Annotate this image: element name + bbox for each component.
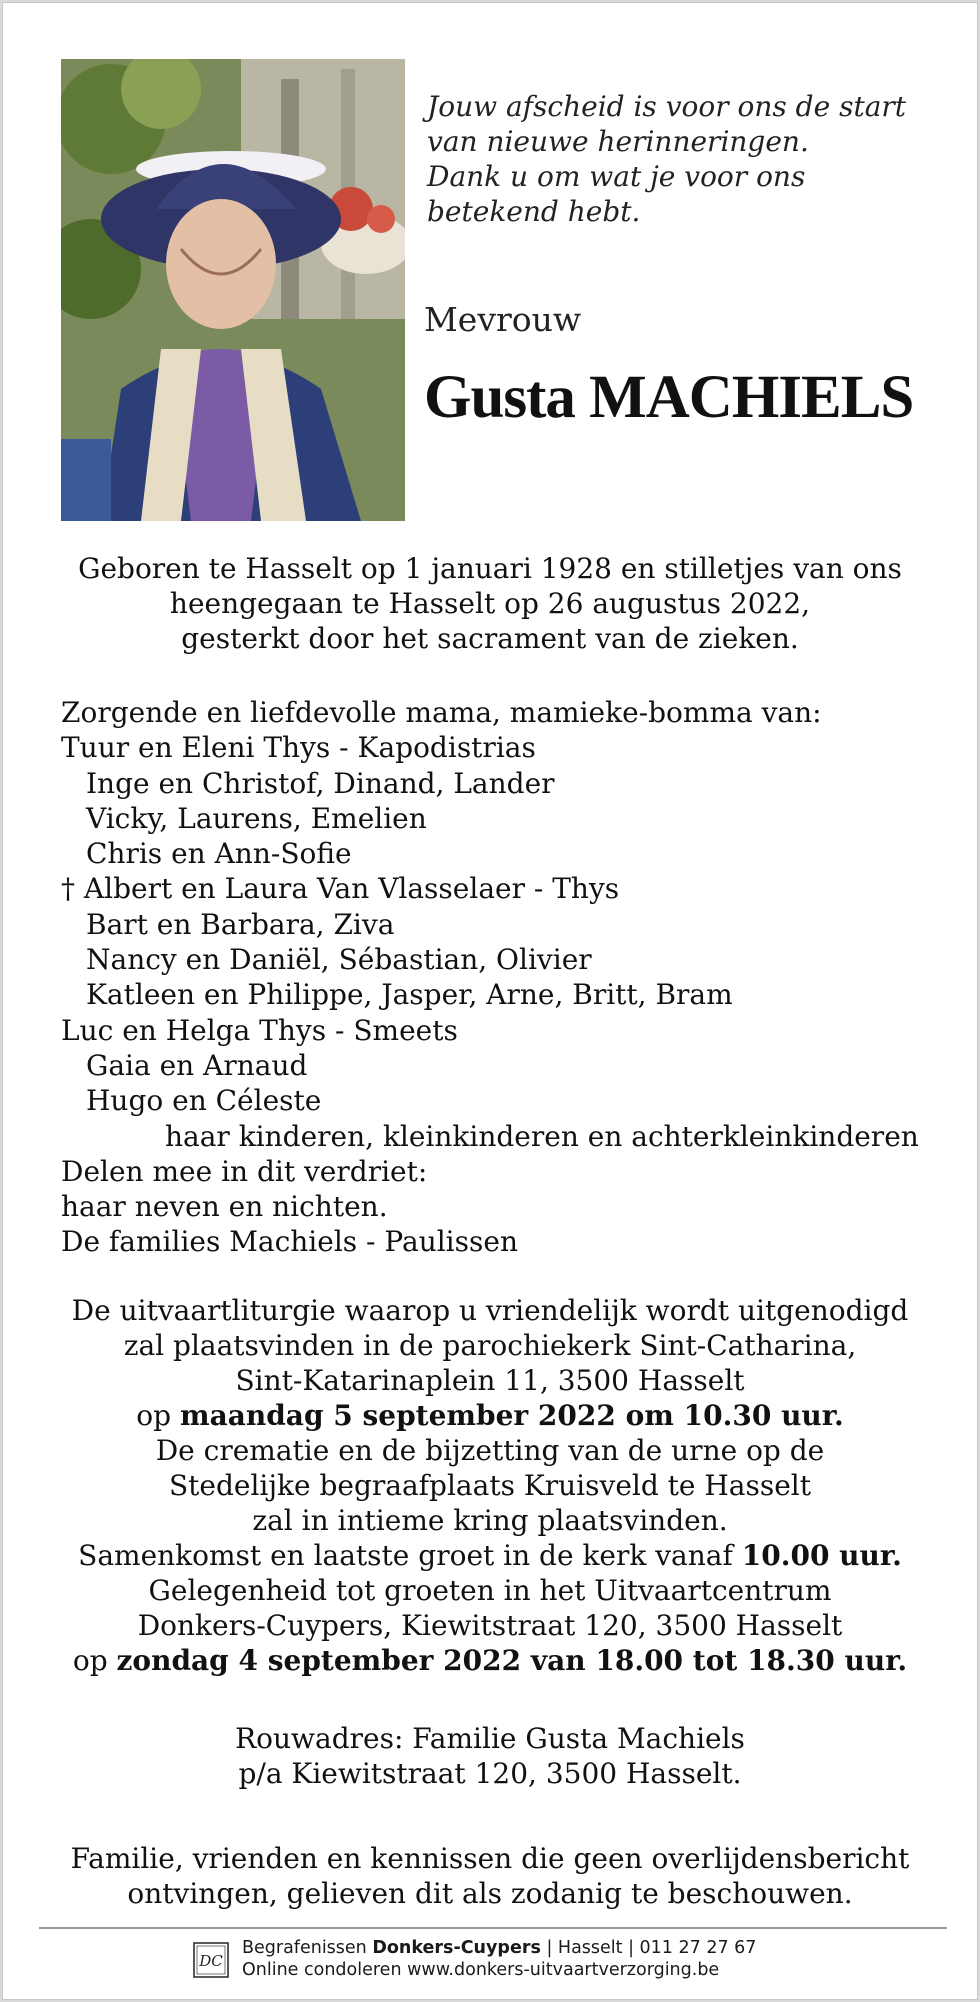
relatives-line: haar neven en nichten. <box>61 1190 388 1224</box>
funeral-line: De crematie en de bijzetting van de urne op de <box>155 1434 825 1467</box>
footer-prefix: Begrafenissen <box>242 1938 367 1958</box>
visitation-prefix: op <box>72 1644 108 1677</box>
birth-line: Geboren te Hasselt op 1 januari 1928 en stilletjes van ons <box>78 552 902 585</box>
gathering-line <box>33 1538 947 1573</box>
quote-line: Jouw afscheid is voor ons de start <box>427 90 907 123</box>
salutation: Mevrouw <box>424 300 582 339</box>
funeral-date-prefix: op <box>136 1399 172 1432</box>
funeral-line: Stedelijke begraafplaats Kruisveld te Hasselt <box>168 1469 812 1502</box>
grandchildren-line: Nancy en Daniël, Sébastian, Olivier <box>86 943 592 977</box>
birth-death-text <box>33 551 947 656</box>
family-summary: haar kinderen, kleinkinderen en achterkleinkinderen <box>165 1119 919 1153</box>
obituary-card <box>2 2 978 2000</box>
gathering-prefix: Samenkomst en laatste groet in de kerk vanaf <box>78 1539 733 1572</box>
family-child: Tuur en Eleni Thys - Kapodistrias <box>61 731 536 765</box>
funeral-line: Sint-Katarinaplein 11, 3500 Hasselt <box>235 1364 745 1397</box>
funeral-line: zal in intieme kring plaatsvinden. <box>252 1504 728 1537</box>
grandchildren-line: Katleen en Philippe, Jasper, Arne, Britt, Bram <box>86 978 733 1012</box>
quote-line: Dank u om wat je voor ons <box>427 160 806 193</box>
portrait-photo <box>61 59 405 521</box>
quote-line: betekend hebt. <box>427 195 641 228</box>
notice-line: ontvingen, gelieven dit als zodanig te beschouwen. <box>127 1877 853 1910</box>
family-child: Luc en Helga Thys - Smeets <box>61 1013 458 1047</box>
grandchildren-line: Vicky, Laurens, Emelien <box>86 801 427 835</box>
grandchildren-line: Hugo en Céleste <box>86 1084 322 1118</box>
grandchildren-line: Inge en Christof, Dinand, Lander <box>86 766 555 800</box>
visitation-line <box>33 1643 947 1678</box>
footer <box>193 1937 893 1987</box>
relatives-line: De families Machiels - Paulissen <box>61 1225 518 1259</box>
funeral-home-logo-icon <box>193 1942 229 1978</box>
address-line: p/a Kiewitstraat 120, 3500 Hasselt. <box>238 1757 742 1790</box>
address-line: Rouwadres: Familie Gusta Machiels <box>235 1722 745 1755</box>
grandchildren-line: Gaia en Arnaud <box>86 1048 308 1082</box>
grandchildren-line: Chris en Ann-Sofie <box>86 837 352 871</box>
logo-text: DC <box>199 1952 223 1970</box>
funeral-date: maandag 5 september 2022 om 10.30 uur. <box>179 1399 844 1432</box>
funeral-line: Gelegenheid tot groeten in het Uitvaartcentrum <box>148 1574 832 1607</box>
footer-line-2[interactable]: Online condoleren www.donkers-uitvaartverzorging.be <box>242 1960 720 1980</box>
quote-line: van nieuwe herinneringen. <box>427 125 809 158</box>
family-intro: Zorgende en liefdevolle mama, mamieke-bomma van: <box>61 696 822 729</box>
family-list <box>61 695 941 1260</box>
footer-divider <box>39 1927 947 1929</box>
funeral-line: De uitvaartliturgie waarop u vriendelijk wordt uitgenodigd <box>71 1294 909 1327</box>
notice-line: Familie, vrienden en kennissen die geen overlijdensbericht <box>70 1842 910 1875</box>
footer-text <box>242 1937 756 1981</box>
portrait-illustration <box>61 59 405 521</box>
notice-text <box>33 1841 947 1911</box>
funeral-line: zal plaatsvinden in de parochiekerk Sint-Catharina, <box>123 1329 857 1362</box>
grandchildren-line: Bart en Barbara, Ziva <box>86 907 395 941</box>
farewell-quote <box>427 89 947 229</box>
footer-contact: | Hasselt | 011 27 27 67 <box>546 1938 757 1958</box>
funeral-date-line <box>33 1398 947 1433</box>
footer-line-1 <box>242 1937 756 1959</box>
share-intro: Delen mee in dit verdriet: <box>61 1154 428 1188</box>
mourning-address <box>33 1721 947 1791</box>
funeral-details <box>33 1293 947 1678</box>
deceased-name: Gusta MACHIELS <box>424 364 914 431</box>
gathering-time: 10.00 uur. <box>741 1539 902 1572</box>
birth-line: gesterkt door het sacrament van de zieken. <box>181 622 799 655</box>
birth-line: heengegaan te Hasselt op 26 augustus 2022, <box>169 587 811 620</box>
footer-company: Donkers-Cuypers <box>372 1938 541 1958</box>
visitation-date: zondag 4 september 2022 van 18.00 tot 18.30 uur. <box>116 1644 908 1677</box>
family-child: † Albert en Laura Van Vlasselaer - Thys <box>61 872 620 906</box>
funeral-line: Donkers-Cuypers, Kiewitstraat 120, 3500 Hasselt <box>137 1609 843 1642</box>
